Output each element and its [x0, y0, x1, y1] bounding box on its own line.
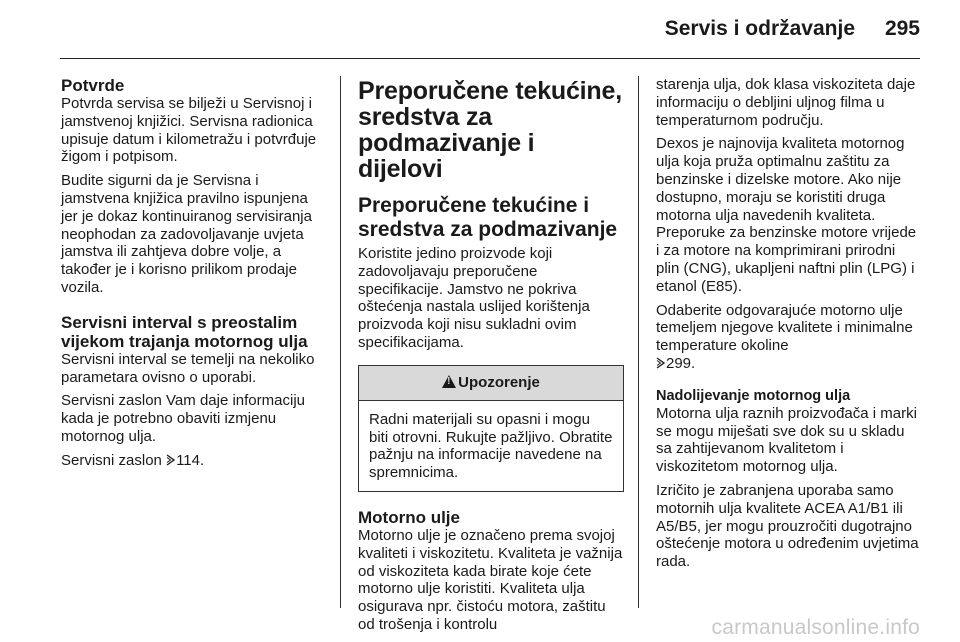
paragraph: Budite sigurni da je Servisna i jamstvena knjižica pravilno ispunjena jer je dokaz kontinuiranog servisiranja neophodan za zadovoljavanje uvjeta jamstva ili zahtjeva dobre volje, a također je i korisno prilikom prodaje vozila.	[61, 172, 312, 296]
paragraph: Motorno ulje je označeno prema svojoj kvaliteti i viskozitetu. Kvaliteta je važnija od viskoziteta kada birate koje ćete motorno ulje koristiti. Kvaliteta ulja osigurava npr. čistoću motora, zaštitu od trošenja i kontrolu	[358, 526, 623, 633]
section-title: Servis i održavanje	[664, 17, 855, 40]
paragraph: Servisni zaslon Vam daje informaciju kada je potrebno obaviti izmjenu motornog ulja.	[61, 392, 305, 445]
warning-box	[358, 365, 624, 492]
paragraph: Dexos je najnovija kvaliteta motornog ulja koja pruža optimalnu zaštitu za benzinske i dizelske motore. Ako nije dostupno, moraju se koristiti druga motorna ulja navedenih kvaliteta. Preporuke za benzinske motore vrijede i za motore na komprimirani prirodni plin (CNG), ukapljeni naftni plin (LPG) i etanol (E85).	[656, 135, 917, 295]
heading-service-interval: Servisni interval s preostalim vijekom trajanja motornog ulja	[61, 312, 308, 351]
paragraph-text: Odaberite odgovarajuće motorno ulje temeljem njegove kvalitete i minimalne temperature okoline	[656, 301, 913, 355]
paragraph: Potvrda servisa se bilježi u Servisnoj i jamstvenoj knjižici. Servisna radionica upisuje datum i kilometražu i potvrđuje žigom i potpisom.	[61, 95, 317, 166]
page-header	[0, 0, 960, 58]
page-number: 295	[884, 17, 920, 40]
paragraph	[656, 302, 922, 373]
paragraph: Motorna ulja raznih proizvođača i marki se mogu miješati sve dok su u skladu sa zahtijevanom kvalitetom i viskozitetom motornog ulja.	[656, 404, 917, 476]
reference-page: 114.	[176, 451, 205, 469]
heading-engine-oil: Motorno ulje	[358, 507, 460, 527]
warning-triangle-icon	[442, 375, 456, 388]
heading-recommended-fluids-parts: Preporučene tekućine, sredstva za podmazivanje i dijelovi	[358, 77, 622, 183]
heading-potvrde: Potvrde	[61, 76, 125, 95]
column-middle	[358, 76, 624, 640]
warning-text: Radni materijali su opasni i mogu biti otrovni. Rukujte pažljivo. Obratite pažnju na informacije navedene na spremnicima.	[369, 410, 613, 482]
header-divider	[60, 58, 920, 59]
watermark: carmanualsonline.info	[711, 616, 920, 639]
cross-reference[interactable]	[61, 452, 327, 470]
reference-page[interactable]: 299.	[666, 354, 696, 372]
paragraph: Koristite jedino proizvode koji zadovoljavaju preporučene specifikacije. Jamstvo ne pokriva oštećenja nastala uslijed korištenja proizvoda koji nisu sukladni ovim specifikacijama.	[358, 245, 590, 351]
paragraph: starenja ulja, dok klasa viskoziteta daje informaciju o debljini uljnog filma u temperaturnom području.	[656, 76, 916, 129]
warning-title: Upozorenje	[458, 373, 540, 391]
paragraph: Servisni interval se temelji na nekoliko parametara ovisno o uporabi.	[61, 350, 315, 386]
paragraph: Izričito je zabranjena uporaba samo motornih ulja kvalitete ACEA A1/B1 ili A5/B5, jer mogu prouzročiti dugotrajno oštećenje motora u određenim uvjetima rada.	[656, 481, 919, 571]
column-divider-1	[340, 76, 341, 608]
page-reference-icon	[656, 357, 665, 369]
column-left	[61, 76, 327, 476]
heading-recommended-fluids: Preporučene tekućine i sredstva za podmazivanje	[358, 194, 618, 241]
warning-header	[359, 366, 623, 401]
reference-label: Servisni zaslon	[61, 451, 162, 469]
column-right	[656, 76, 922, 577]
heading-topping-up-oil: Nadolijevanje motornog ulja	[656, 387, 851, 404]
page-reference-icon	[166, 454, 175, 466]
column-divider-2	[638, 76, 639, 608]
